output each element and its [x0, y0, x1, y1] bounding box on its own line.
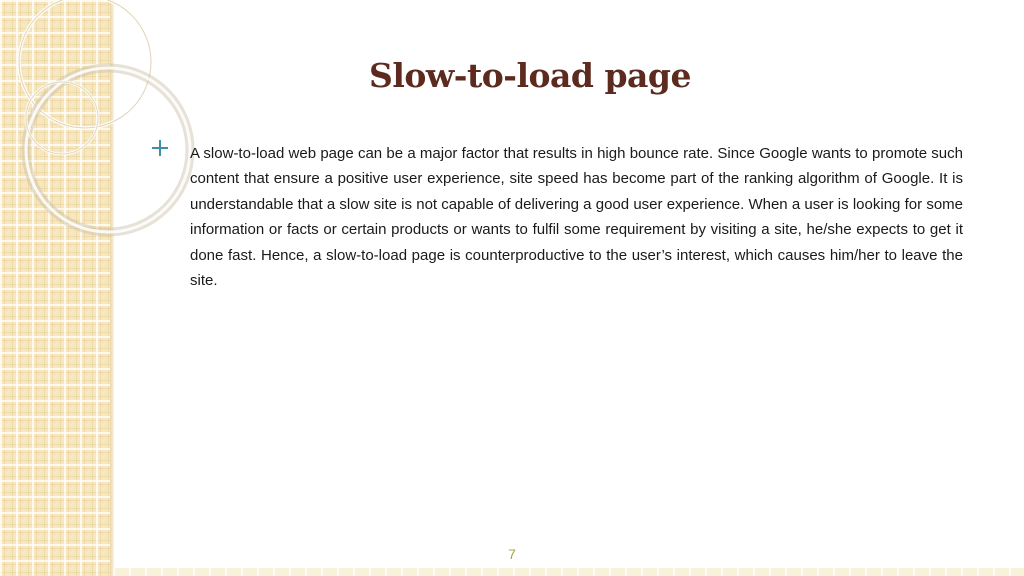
slide-body-text: A slow-to-load web page can be a major factor that results in high bounce rate. Since Google wants to promote such content that ensure a positive user experience, site speed has become part of the ranking algorithm of Google. It is understandable that a slow site is not capable of delivering a good user experience. When a user is looking for some information or facts or certain products or wants to fulfil some requirement by visiting a site, he/she expects to get it done fast. Hence, a slow-to-load page is counterproductive to the user’s interest, which causes him/her to leave the site. [190, 145, 963, 290]
bottom-decorative-strip [113, 568, 1024, 576]
slide-title: Slow-to-load page [369, 56, 691, 95]
plus-bullet-icon [150, 138, 170, 158]
page-number: 7 [508, 546, 516, 562]
